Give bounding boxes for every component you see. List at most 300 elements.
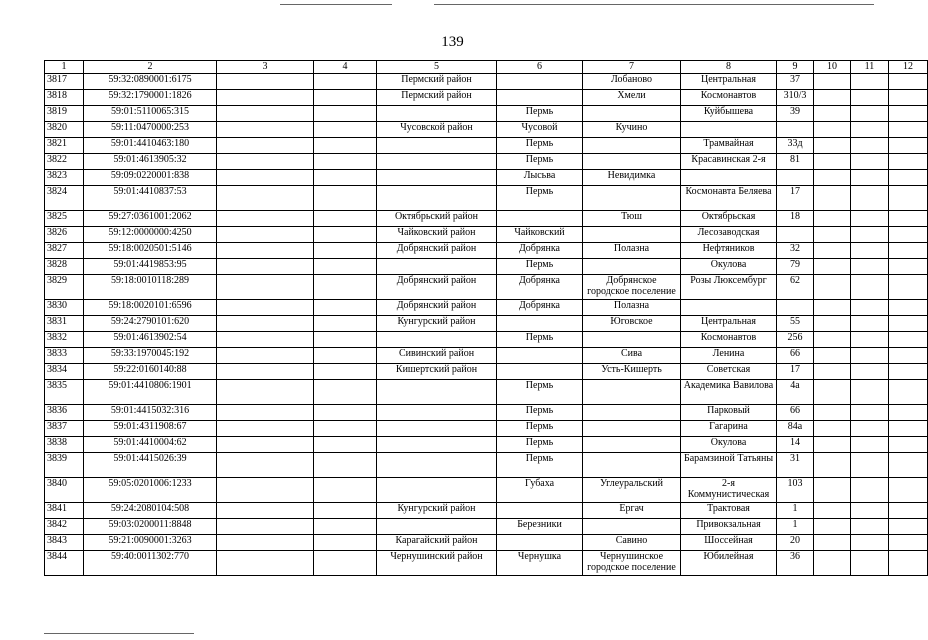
table-row: [45, 421, 928, 437]
table-row: [45, 90, 928, 106]
empty-cell: [851, 300, 889, 316]
house-cell: 18: [777, 211, 814, 227]
city-cell: Чернушка: [497, 551, 583, 576]
empty-cell: [814, 122, 851, 138]
row-number: 3839: [45, 453, 84, 478]
empty-cell: [814, 259, 851, 275]
street-cell: Розы Люксембург: [681, 275, 777, 300]
empty-cell: [814, 478, 851, 503]
col-header-8: 8: [681, 61, 777, 74]
row-number: 3822: [45, 154, 84, 170]
col-header-10: 10: [814, 61, 851, 74]
empty-cell: [851, 122, 889, 138]
empty-cell: [851, 453, 889, 478]
locality-cell: Чернушинское городское поселение: [583, 551, 681, 576]
row-number: 3826: [45, 227, 84, 243]
empty-cell: [314, 106, 377, 122]
col-header-4: 4: [314, 61, 377, 74]
row-number: 3821: [45, 138, 84, 154]
empty-cell: [814, 275, 851, 300]
cadastral-number: 59:22:0160140:88: [84, 364, 217, 380]
cadastral-number: 59:11:0470000:253: [84, 122, 217, 138]
street-cell: Трактовая: [681, 503, 777, 519]
street-cell: Барамзиной Татьяны: [681, 453, 777, 478]
city-cell: Чусовой: [497, 122, 583, 138]
cadastral-number: 59:27:0361001:2062: [84, 211, 217, 227]
empty-cell: [851, 74, 889, 90]
house-cell: 36: [777, 551, 814, 576]
district-cell: Добрянский район: [377, 243, 497, 259]
empty-cell: [889, 421, 928, 437]
city-cell: [497, 503, 583, 519]
empty-cell: [814, 421, 851, 437]
street-cell: Октябрьская: [681, 211, 777, 227]
city-cell: Пермь: [497, 405, 583, 421]
district-cell: Карагайский район: [377, 535, 497, 551]
empty-cell: [851, 348, 889, 364]
empty-cell: [889, 259, 928, 275]
empty-cell: [851, 227, 889, 243]
street-cell: Привокзальная: [681, 519, 777, 535]
district-cell: [377, 154, 497, 170]
row-number: 3832: [45, 332, 84, 348]
empty-cell: [314, 186, 377, 211]
empty-cell: [314, 519, 377, 535]
district-cell: Чусовской район: [377, 122, 497, 138]
cadastral-number: 59:33:1970045:192: [84, 348, 217, 364]
locality-cell: Юговское: [583, 316, 681, 332]
empty-cell: [851, 437, 889, 453]
table-row: [45, 211, 928, 227]
empty-cell: [889, 380, 928, 405]
locality-cell: Тюш: [583, 211, 681, 227]
district-cell: Кунгурский район: [377, 503, 497, 519]
cadastral-number: 59:01:5110065:315: [84, 106, 217, 122]
empty-cell: [889, 300, 928, 316]
city-cell: Чайковский: [497, 227, 583, 243]
page-number: 139: [441, 34, 464, 50]
empty-cell: [217, 275, 314, 300]
empty-cell: [851, 316, 889, 332]
empty-cell: [889, 437, 928, 453]
row-number: 3840: [45, 478, 84, 503]
empty-cell: [314, 348, 377, 364]
empty-cell: [314, 154, 377, 170]
city-cell: Пермь: [497, 332, 583, 348]
house-cell: 20: [777, 535, 814, 551]
empty-cell: [314, 74, 377, 90]
empty-cell: [814, 74, 851, 90]
empty-cell: [889, 519, 928, 535]
empty-cell: [851, 380, 889, 405]
district-cell: [377, 478, 497, 503]
district-cell: Чайковский район: [377, 227, 497, 243]
empty-cell: [889, 106, 928, 122]
city-cell: [497, 90, 583, 106]
empty-cell: [851, 535, 889, 551]
house-cell: [777, 122, 814, 138]
empty-cell: [851, 106, 889, 122]
empty-cell: [851, 138, 889, 154]
empty-cell: [217, 259, 314, 275]
row-number: 3844: [45, 551, 84, 576]
cadastral-number: 59:09:0220001:838: [84, 170, 217, 186]
empty-cell: [314, 211, 377, 227]
empty-cell: [217, 316, 314, 332]
house-cell: 4а: [777, 380, 814, 405]
row-number: 3838: [45, 437, 84, 453]
empty-cell: [889, 551, 928, 576]
cadastral-number: 59:01:4311908:67: [84, 421, 217, 437]
empty-cell: [217, 551, 314, 576]
row-number: 3837: [45, 421, 84, 437]
empty-cell: [314, 122, 377, 138]
street-cell: Космонавтов: [681, 90, 777, 106]
empty-cell: [889, 243, 928, 259]
city-cell: [497, 535, 583, 551]
locality-cell: Углеуральский: [583, 478, 681, 503]
street-cell: Лесозаводская: [681, 227, 777, 243]
empty-cell: [217, 478, 314, 503]
street-cell: Юбилейная: [681, 551, 777, 576]
street-cell: Шоссейная: [681, 535, 777, 551]
empty-cell: [217, 90, 314, 106]
empty-cell: [851, 170, 889, 186]
city-cell: [497, 348, 583, 364]
locality-cell: [583, 186, 681, 211]
empty-cell: [314, 380, 377, 405]
table-row: [45, 138, 928, 154]
house-cell: 84а: [777, 421, 814, 437]
district-cell: [377, 405, 497, 421]
empty-cell: [314, 170, 377, 186]
house-cell: 14: [777, 437, 814, 453]
city-cell: Березники: [497, 519, 583, 535]
empty-cell: [851, 259, 889, 275]
district-cell: [377, 421, 497, 437]
locality-cell: Усть-Кишерть: [583, 364, 681, 380]
cadastral-number: 59:01:4410806:1901: [84, 380, 217, 405]
empty-cell: [217, 380, 314, 405]
row-number: 3827: [45, 243, 84, 259]
locality-cell: Лобаново: [583, 74, 681, 90]
cadastral-number: 59:18:0010118:289: [84, 275, 217, 300]
table-row: [45, 170, 928, 186]
empty-cell: [889, 503, 928, 519]
district-cell: Добрянский район: [377, 300, 497, 316]
col-header-6: 6: [497, 61, 583, 74]
empty-cell: [889, 316, 928, 332]
empty-cell: [217, 211, 314, 227]
cadastral-number: 59:01:4410837:53: [84, 186, 217, 211]
street-cell: [681, 300, 777, 316]
house-cell: [777, 227, 814, 243]
district-cell: Кишертский район: [377, 364, 497, 380]
locality-cell: [583, 437, 681, 453]
footnote-rule: [44, 633, 194, 634]
table-row: [45, 478, 928, 503]
empty-cell: [851, 551, 889, 576]
empty-cell: [814, 90, 851, 106]
cadastral-number: 59:40:0011302:770: [84, 551, 217, 576]
cadastral-number: 59:01:4415032:316: [84, 405, 217, 421]
top-rule-right: [434, 4, 874, 5]
empty-cell: [814, 106, 851, 122]
house-cell: 81: [777, 154, 814, 170]
district-cell: Добрянский район: [377, 275, 497, 300]
city-cell: Добрянка: [497, 243, 583, 259]
empty-cell: [814, 227, 851, 243]
city-cell: [497, 211, 583, 227]
locality-cell: Добрянское городское поселение: [583, 275, 681, 300]
street-cell: Окулова: [681, 437, 777, 453]
district-cell: Пермский район: [377, 90, 497, 106]
locality-cell: [583, 138, 681, 154]
row-number: 3831: [45, 316, 84, 332]
house-cell: 1: [777, 503, 814, 519]
empty-cell: [889, 154, 928, 170]
house-cell: 310/3: [777, 90, 814, 106]
cadastral-number: 59:01:4419853:95: [84, 259, 217, 275]
locality-cell: [583, 106, 681, 122]
street-cell: Космонавтов: [681, 332, 777, 348]
city-cell: Добрянка: [497, 300, 583, 316]
empty-cell: [851, 364, 889, 380]
empty-cell: [851, 211, 889, 227]
empty-cell: [851, 275, 889, 300]
empty-cell: [889, 227, 928, 243]
row-number: 3841: [45, 503, 84, 519]
cadastral-number: 59:12:0000000:4250: [84, 227, 217, 243]
table-row: [45, 519, 928, 535]
empty-cell: [851, 519, 889, 535]
col-header-1: 1: [45, 61, 84, 74]
row-number: 3833: [45, 348, 84, 364]
cadastral-number: 59:21:0090001:3263: [84, 535, 217, 551]
district-cell: [377, 259, 497, 275]
locality-cell: Ергач: [583, 503, 681, 519]
row-number: 3824: [45, 186, 84, 211]
empty-cell: [314, 259, 377, 275]
col-header-3: 3: [217, 61, 314, 74]
street-cell: Гагарина: [681, 421, 777, 437]
empty-cell: [889, 364, 928, 380]
table-row: [45, 300, 928, 316]
district-cell: Октябрьский район: [377, 211, 497, 227]
locality-cell: Савино: [583, 535, 681, 551]
city-cell: Пермь: [497, 186, 583, 211]
empty-cell: [889, 138, 928, 154]
district-cell: [377, 186, 497, 211]
col-header-12: 12: [889, 61, 928, 74]
locality-cell: Полазна: [583, 300, 681, 316]
cadastral-number: 59:18:0020101:6596: [84, 300, 217, 316]
empty-cell: [889, 74, 928, 90]
district-cell: [377, 519, 497, 535]
street-cell: [681, 122, 777, 138]
empty-cell: [217, 106, 314, 122]
header-row: [45, 61, 928, 74]
house-cell: 17: [777, 186, 814, 211]
city-cell: Добрянка: [497, 275, 583, 300]
empty-cell: [217, 519, 314, 535]
empty-cell: [217, 503, 314, 519]
empty-cell: [851, 154, 889, 170]
top-rule-left: [280, 4, 392, 5]
empty-cell: [851, 243, 889, 259]
city-cell: Губаха: [497, 478, 583, 503]
house-cell: 66: [777, 405, 814, 421]
house-cell: 79: [777, 259, 814, 275]
empty-cell: [314, 478, 377, 503]
empty-cell: [314, 227, 377, 243]
locality-cell: [583, 227, 681, 243]
empty-cell: [314, 332, 377, 348]
street-cell: Космонавта Беляева: [681, 186, 777, 211]
street-cell: Трамвайная: [681, 138, 777, 154]
table-row: [45, 275, 928, 300]
cadastral-number: 59:24:2080104:508: [84, 503, 217, 519]
cadastral-number: 59:01:4613902:54: [84, 332, 217, 348]
cadastral-number: 59:32:1790001:1826: [84, 90, 217, 106]
empty-cell: [851, 405, 889, 421]
empty-cell: [217, 74, 314, 90]
empty-cell: [217, 243, 314, 259]
row-number: 3829: [45, 275, 84, 300]
locality-cell: [583, 332, 681, 348]
city-cell: Пермь: [497, 259, 583, 275]
empty-cell: [814, 211, 851, 227]
street-cell: [681, 170, 777, 186]
empty-cell: [814, 138, 851, 154]
row-number: 3823: [45, 170, 84, 186]
cadastral-number: 59:01:4410463:180: [84, 138, 217, 154]
street-cell: Ленина: [681, 348, 777, 364]
district-cell: [377, 332, 497, 348]
district-cell: Чернушинский район: [377, 551, 497, 576]
locality-cell: [583, 154, 681, 170]
empty-cell: [889, 211, 928, 227]
empty-cell: [851, 186, 889, 211]
empty-cell: [889, 170, 928, 186]
district-cell: Кунгурский район: [377, 316, 497, 332]
house-cell: [777, 300, 814, 316]
city-cell: Пермь: [497, 106, 583, 122]
empty-cell: [889, 275, 928, 300]
table-row: [45, 380, 928, 405]
empty-cell: [814, 186, 851, 211]
cadastral-number: 59:18:0020501:5146: [84, 243, 217, 259]
empty-cell: [889, 478, 928, 503]
row-number: 3842: [45, 519, 84, 535]
house-cell: 66: [777, 348, 814, 364]
cadastral-number: 59:24:2790101:620: [84, 316, 217, 332]
table-row: [45, 186, 928, 211]
city-cell: [497, 74, 583, 90]
house-cell: 62: [777, 275, 814, 300]
empty-cell: [889, 90, 928, 106]
empty-cell: [314, 437, 377, 453]
street-cell: 2-я Коммунистическая: [681, 478, 777, 503]
empty-cell: [217, 122, 314, 138]
table-row: [45, 122, 928, 138]
empty-cell: [314, 316, 377, 332]
city-cell: Пермь: [497, 421, 583, 437]
cadastral-number: 59:05:0201006:1233: [84, 478, 217, 503]
empty-cell: [814, 243, 851, 259]
row-number: 3843: [45, 535, 84, 551]
empty-cell: [814, 380, 851, 405]
city-cell: Пермь: [497, 154, 583, 170]
empty-cell: [851, 421, 889, 437]
row-number: 3817: [45, 74, 84, 90]
empty-cell: [814, 551, 851, 576]
district-cell: Сивинский район: [377, 348, 497, 364]
empty-cell: [217, 154, 314, 170]
table-row: [45, 74, 928, 90]
locality-cell: Кучино: [583, 122, 681, 138]
house-cell: 33д: [777, 138, 814, 154]
house-cell: 256: [777, 332, 814, 348]
empty-cell: [889, 405, 928, 421]
row-number: 3820: [45, 122, 84, 138]
empty-cell: [217, 405, 314, 421]
empty-cell: [314, 90, 377, 106]
cadastral-number: 59:01:4415026:39: [84, 453, 217, 478]
empty-cell: [814, 503, 851, 519]
locality-cell: [583, 453, 681, 478]
col-header-9: 9: [777, 61, 814, 74]
house-cell: 31: [777, 453, 814, 478]
street-cell: Академика Вавилова: [681, 380, 777, 405]
city-cell: Пермь: [497, 380, 583, 405]
locality-cell: Невидимка: [583, 170, 681, 186]
empty-cell: [814, 154, 851, 170]
locality-cell: Хмели: [583, 90, 681, 106]
table-row: [45, 243, 928, 259]
table-row: [45, 405, 928, 421]
table-row: [45, 348, 928, 364]
district-cell: [377, 170, 497, 186]
empty-cell: [217, 348, 314, 364]
table-row: [45, 453, 928, 478]
empty-cell: [814, 348, 851, 364]
house-cell: [777, 170, 814, 186]
table-row: [45, 551, 928, 576]
empty-cell: [217, 421, 314, 437]
table-row: [45, 316, 928, 332]
empty-cell: [814, 437, 851, 453]
street-cell: Парковый: [681, 405, 777, 421]
empty-cell: [314, 405, 377, 421]
empty-cell: [217, 138, 314, 154]
registry-table: [44, 60, 928, 576]
empty-cell: [814, 535, 851, 551]
cadastral-number: 59:03:0200011:8848: [84, 519, 217, 535]
empty-cell: [217, 332, 314, 348]
locality-cell: [583, 405, 681, 421]
district-cell: [377, 380, 497, 405]
empty-cell: [814, 300, 851, 316]
district-cell: [377, 453, 497, 478]
locality-cell: [583, 519, 681, 535]
street-cell: Красавинская 2-я: [681, 154, 777, 170]
empty-cell: [851, 332, 889, 348]
house-cell: 37: [777, 74, 814, 90]
row-number: 3819: [45, 106, 84, 122]
district-cell: [377, 106, 497, 122]
city-cell: Пермь: [497, 437, 583, 453]
